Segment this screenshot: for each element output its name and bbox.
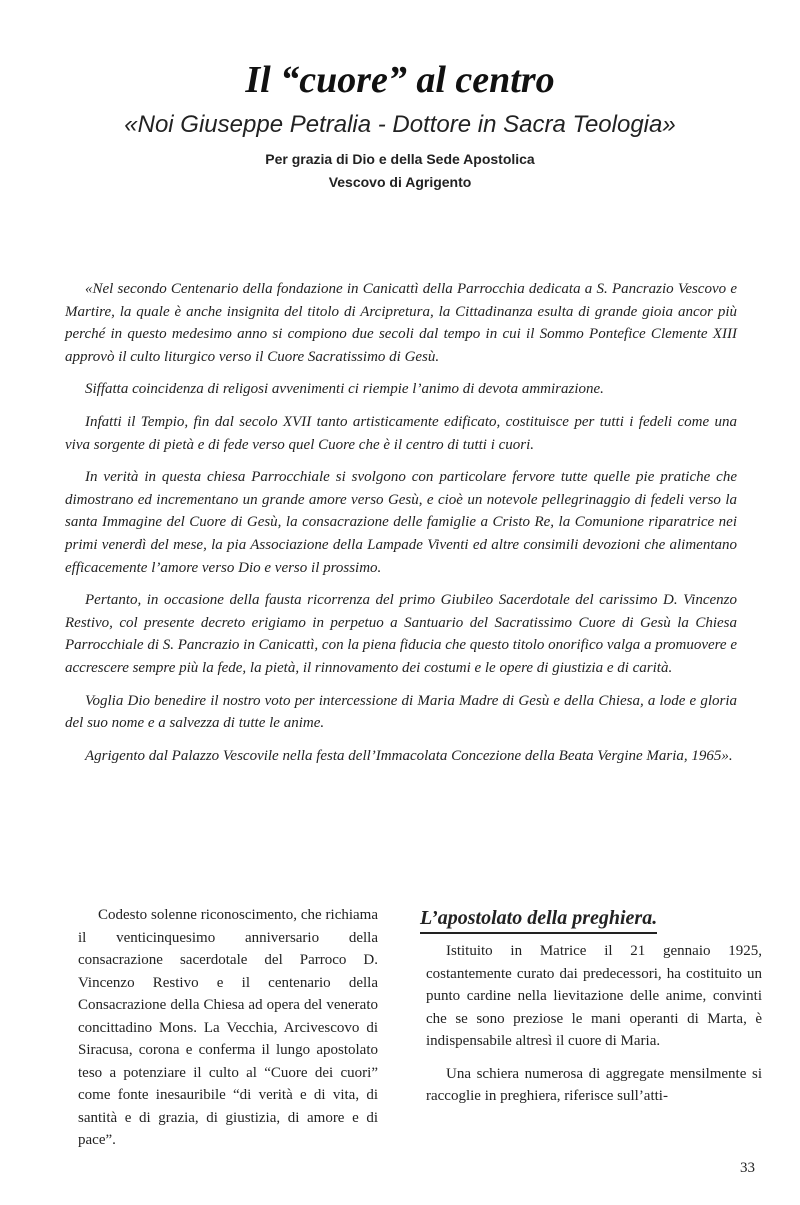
- right-column: [420, 905, 762, 1118]
- page-title: Il “cuore” al centro: [245, 59, 555, 101]
- page-number: 33: [740, 1160, 755, 1176]
- bishop-line-1: Per grazia di Dio e della Sede Apostolica: [265, 151, 535, 167]
- right-column-paragraph: Istituito in Matrice il 21 gennaio 1925, costantemente curato dai predecessori, ha costituito un punto cardine nella lievitazione delle anime, convinti che se sono preziose le mani operanti di Marta, è indispensabile altresì il cuore di Maria.: [426, 943, 762, 1049]
- right-column-paragraph: Una schiera numerosa di aggregate mensilmente si raccoglie in preghiera, riferisce sull’atti-: [426, 1065, 762, 1104]
- decree-paragraph: Pertanto, in occasione della fausta ricorrenza del primo Giubileo Sacerdotale del carissimo D. Vincenzo Restivo, col presente decreto erigiamo in perpetuo a Santuario del Sacratissimo Cuore di Gesù la Chiesa Parrocchiale di S. Pancrazio in Canicattì, con la piena fiducia che questo titolo onorifico valga a promuovere e accrescere sempre più la fede, la pietà, il rinnovamento dei costumi e le opere di giustizia e di carità.: [65, 592, 737, 676]
- left-column-paragraph: Codesto solenne riconoscimento, che richiama il venticinquesimo anniversario della consacrazione sacerdotale del Parroco D. Vincenzo Restivo e il centenario della Consacrazione della Chiesa ad opera del venerato concittadino Mons. La Vecchia, Arcivescovo di Siracusa, corona e conferma il lungo apostolato teso a potenziare il culto al “Cuore dei cuori” come fonte inesauribile “di verità e di vita, di santità e di grazia, di giustizia, di amore e di pace”.: [78, 907, 378, 1148]
- decree-paragraph: Infatti il Tempio, fin dal secolo XVII tanto artisticamente edificato, costituisce per tutti i fedeli come una viva sorgente di pietà e di fede verso quel Cuore che è il centro di tutti i cuori.: [65, 413, 737, 453]
- bishop-line-2: Vescovo di Agrigento: [328, 174, 472, 190]
- page-subtitle: «Noi Giuseppe Petralia - Dottore in Sacra Teologia»: [124, 111, 676, 138]
- decree-paragraph: In verità in questa chiesa Parrocchiale si svolgono con particolare fervore tutte quelle pie pratiche che dimostrano ed incrementano un grande amore verso Gesù, e cioè un notevole pellegrinaggio di fedeli verso la santa Immagine del Cuore di Gesù, la consacrazione delle famiglie a Cristo Re, la Comunione riparatrice nei primi venerdì del mese, la pia Associazione della Lampade Viventi ed altre consimili devozioni che alimentano efficacemente l’amore verso Dio e verso il prossimo.: [65, 469, 737, 576]
- left-column: [78, 904, 378, 1152]
- decree-paragraph: Voglia Dio benedire il nostro voto per intercessione di Maria Madre di Gesù e della Chiesa, a lode e gloria del suo nome e a salvezza di tutte le anime.: [65, 692, 737, 732]
- section-heading: L’apostolato della preghiera.: [420, 905, 657, 934]
- decree-paragraph: Agrigento dal Palazzo Vescovile nella festa dell’Immacolata Concezione della Beata Vergine Maria, 1965».: [85, 747, 733, 764]
- decree-paragraph: Siffatta coincidenza di religosi avvenimenti ci riempie l’animo di devota ammirazione.: [85, 381, 604, 398]
- decree-paragraph: «Nel secondo Centenario della fondazione in Canicattì della Parrocchia dedicata a S. Pancrazio Vescovo e Martire, la quale è anche insignita del titolo di Arcipretura, la Cittadinanza esulta di grande gioia ancor più perché in questo medesimo anno si compiono due secoli dal tempo in cui il Sommo Pontefice Clemente XIII approvò il culto liturgico verso il Cuore Sacratissimo di Gesù.: [65, 281, 737, 365]
- decree-text: [65, 278, 737, 777]
- bishop-credentials: [0, 148, 800, 194]
